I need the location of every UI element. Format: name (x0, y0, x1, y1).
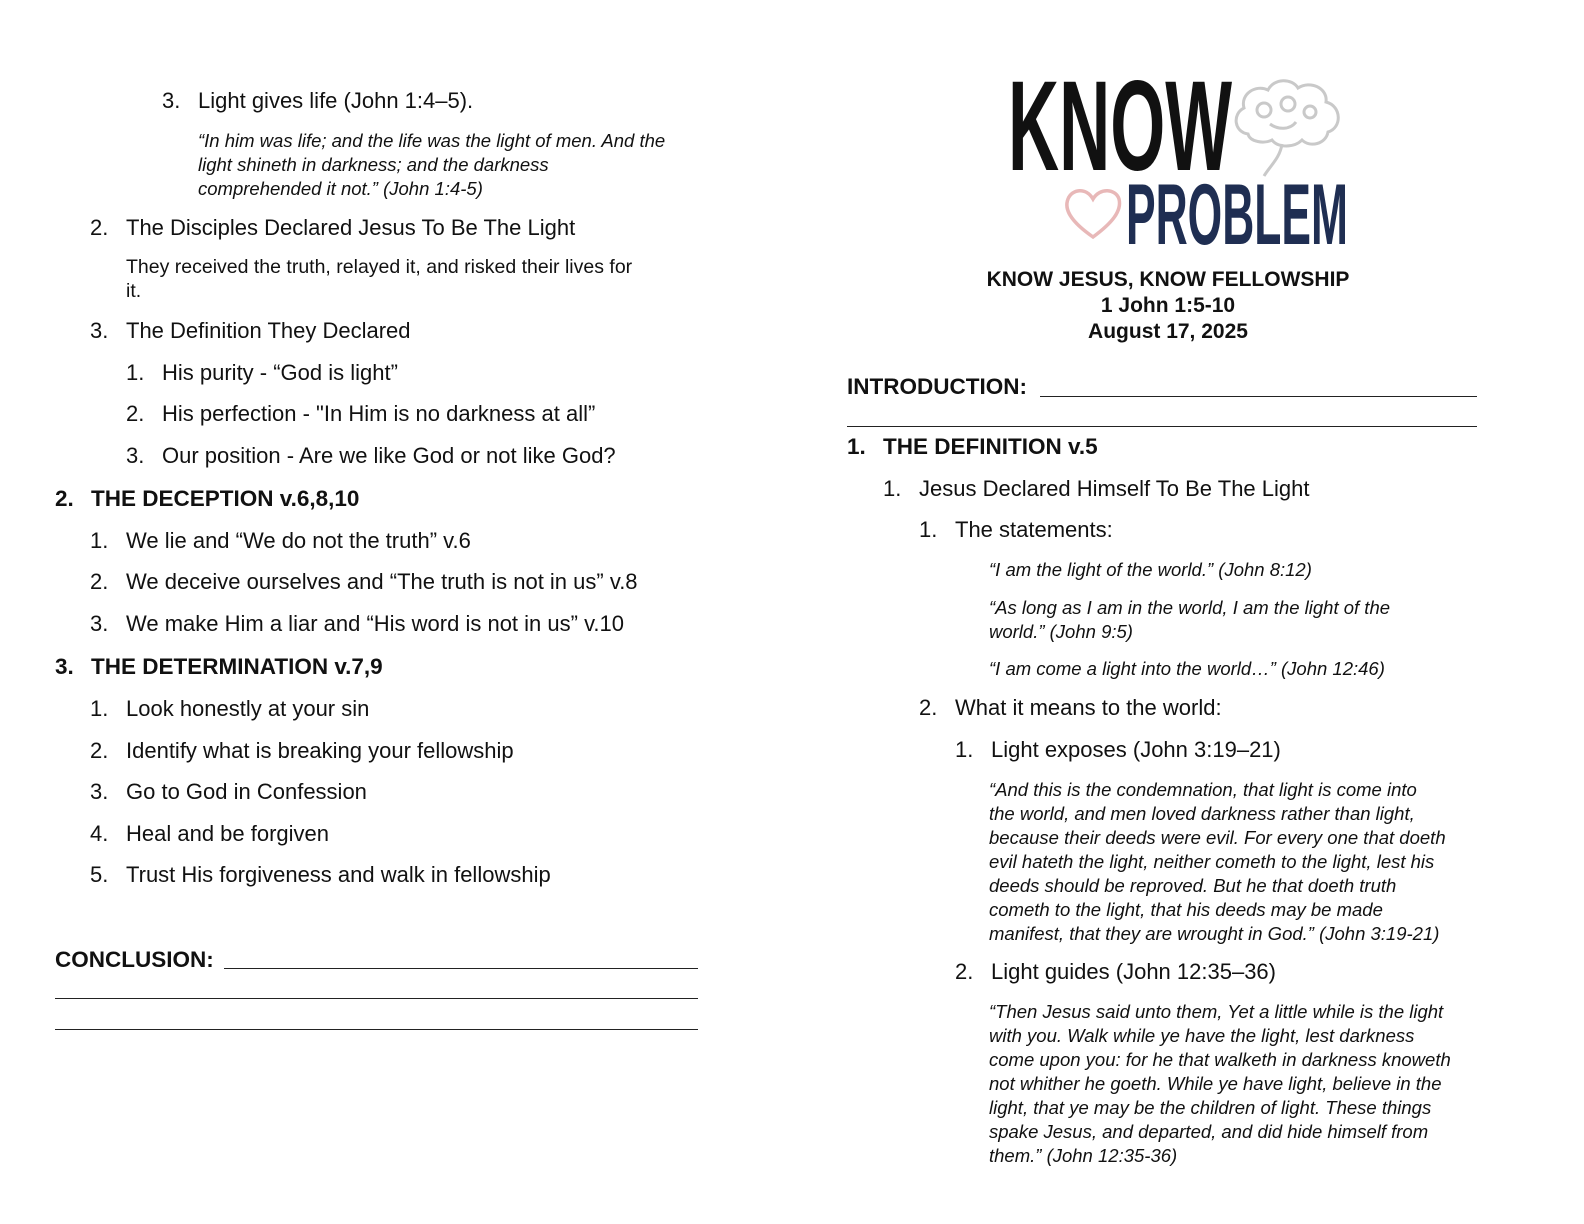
determination-item (90, 696, 369, 722)
determination-heading (55, 654, 383, 680)
light-gives-life-item (162, 88, 473, 114)
determination-item (90, 862, 551, 888)
jesus-declared-item (883, 476, 1310, 502)
section-title: THE DEFINITION v.5 (883, 434, 1098, 459)
conclusion-blank-line[interactable] (55, 998, 698, 999)
statement-quote: “As long as I am in the world, I am the light of the (989, 597, 1391, 618)
item-label: Light gives life (John 1:4–5). (198, 88, 474, 113)
item-label: Our position - Are we like God or not like God? (162, 443, 616, 468)
item-number: 3. (90, 779, 109, 804)
john-3-19-quote-line: “And this is the condemnation, that light is come into (989, 779, 1417, 800)
introduction-label: INTRODUCTION: (847, 374, 1027, 399)
deception-item (90, 611, 624, 637)
conclusion-blank-line[interactable] (55, 1029, 698, 1030)
disciples-text-line: it. (126, 280, 142, 302)
item-number: 2. (90, 215, 109, 240)
item-number: 2. (90, 738, 109, 763)
item-label: Trust His forgiveness and walk in fellowship (126, 862, 551, 887)
item-number: 4. (90, 821, 109, 846)
determination-item (90, 738, 514, 764)
sermon-passage: 1 John 1:5-10 (1100, 294, 1236, 317)
item-number: 1. (90, 528, 109, 553)
item-label: Jesus Declared Himself To Be The Light (919, 476, 1310, 501)
john-3-19-quote-line: cometh to the light, that his deeds may be made (989, 899, 1383, 920)
light-guides-item (955, 959, 1276, 985)
perfection-item (126, 401, 595, 427)
john-3-19-quote-line: because their deeds were evil. For every one that doeth (989, 827, 1446, 848)
deception-item (90, 569, 638, 595)
item-number: 5. (90, 862, 109, 887)
item-number: 3. (90, 611, 109, 636)
section-number: 1. (847, 434, 866, 459)
item-number: 2. (919, 695, 938, 720)
statement-quote: world.” (John 9:5) (989, 621, 1133, 642)
definition-declared-item (90, 318, 411, 344)
john-12-35-quote-line: spake Jesus, and departed, and did hide himself from (989, 1121, 1429, 1142)
section-number: 3. (55, 654, 74, 679)
conclusion-label: CONCLUSION: (55, 947, 214, 972)
logo-problem-text: PROBLEM (1126, 167, 1348, 263)
item-number: 2. (90, 569, 109, 594)
item-label: His perfection - "In Him is no darkness at all” (162, 401, 596, 426)
conclusion-blank-line[interactable] (224, 968, 698, 969)
item-number: 2. (955, 959, 974, 984)
item-label: Light exposes (John 3:19–21) (991, 737, 1281, 762)
introduction-blank-line[interactable] (1040, 396, 1477, 397)
john-3-19-quote-line: evil hateth the light, neither cometh to the light, lest his (989, 851, 1435, 872)
item-label: Identify what is breaking your fellowship (126, 738, 514, 763)
item-label: His purity - “God is light” (162, 360, 398, 385)
item-label: Light guides (John 12:35–36) (991, 959, 1276, 984)
statement-quote: “I am the light of the world.” (John 8:12) (989, 559, 1312, 580)
item-number: 2. (126, 401, 145, 426)
item-number: 3. (126, 443, 145, 468)
disciples-text-line: They received the truth, relayed it, and risked their lives for (126, 256, 633, 278)
item-number: 1. (90, 696, 109, 721)
john-12-35-quote-line: not whither he goeth. While ye have light, believe in the (989, 1073, 1442, 1094)
determination-item (90, 821, 329, 847)
deception-item (90, 528, 471, 554)
john-12-35-quote-line: them.” (John 12:35-36) (989, 1145, 1178, 1166)
john-12-35-quote-line: come upon you: for he that walketh in darkness knoweth (989, 1049, 1451, 1070)
item-label: Go to God in Confession (126, 779, 367, 804)
john-1-4-quote-line: comprehended it not.” (John 1:4-5) (198, 178, 483, 199)
item-number: 1. (919, 517, 938, 542)
definition-heading (847, 434, 1098, 460)
position-item (126, 443, 616, 469)
heart-icon (1062, 183, 1124, 241)
light-exposes-item (955, 737, 1281, 763)
disciples-declared-item (90, 215, 575, 241)
introduction-blank-line[interactable] (847, 426, 1477, 427)
item-label: The Disciples Declared Jesus To Be The Light (126, 215, 576, 240)
item-label: The Definition They Declared (126, 318, 411, 343)
section-title: THE DETERMINATION v.7,9 (91, 654, 383, 679)
item-label: The statements: (955, 517, 1113, 542)
john-12-35-quote-line: light, that ye may be the children of light. These things (989, 1097, 1432, 1118)
means-item (919, 695, 1222, 721)
logo-problem-word (1126, 167, 1350, 263)
item-label: We deceive ourselves and “The truth is not in us” v.8 (126, 569, 638, 594)
statement-quote: “I am come a light into the world…” (John 12:46) (989, 658, 1385, 679)
sermon-title: KNOW JESUS, KNOW FELLOWSHIP (986, 268, 1350, 291)
sermon-date: August 17, 2025 (1088, 320, 1248, 343)
john-12-35-quote-line: with you. Walk while ye have the light, lest darkness (989, 1025, 1415, 1046)
item-number: 1. (126, 360, 145, 385)
logo-know-word (1008, 55, 1234, 198)
statements-item (919, 517, 1113, 543)
john-1-4-quote-line: “In him was life; and the life was the light of men. And the (198, 130, 666, 151)
determination-item (90, 779, 367, 805)
item-number: 3. (162, 88, 181, 113)
deception-heading (55, 486, 359, 512)
purity-item (126, 360, 398, 386)
item-number: 1. (883, 476, 902, 501)
logo-know-text: KNOW (1008, 55, 1233, 198)
item-number: 3. (90, 318, 109, 343)
item-label: We make Him a liar and “His word is not in us” v.10 (126, 611, 625, 636)
item-label: What it means to the world: (955, 695, 1222, 720)
section-title: THE DECEPTION v.6,8,10 (91, 486, 360, 511)
item-label: Heal and be forgiven (126, 821, 330, 846)
john-3-19-quote-line: deeds should be reproved. But he that doeth truth (989, 875, 1397, 896)
item-number: 1. (955, 737, 974, 762)
item-label: Look honestly at your sin (126, 696, 370, 721)
john-3-19-quote-line: manifest, that they are wrought in God.” (John 3:19-21) (989, 923, 1440, 944)
john-3-19-quote-line: the world, and men loved darkness rather than light, (989, 803, 1415, 824)
john-1-4-quote-line: light shineth in darkness; and the darkness (198, 154, 549, 175)
brain-icon (1230, 74, 1348, 178)
john-12-35-quote-line: “Then Jesus said unto them, Yet a little while is the light (989, 1001, 1444, 1022)
section-number: 2. (55, 486, 74, 511)
item-label: We lie and “We do not the truth” v.6 (126, 528, 471, 553)
